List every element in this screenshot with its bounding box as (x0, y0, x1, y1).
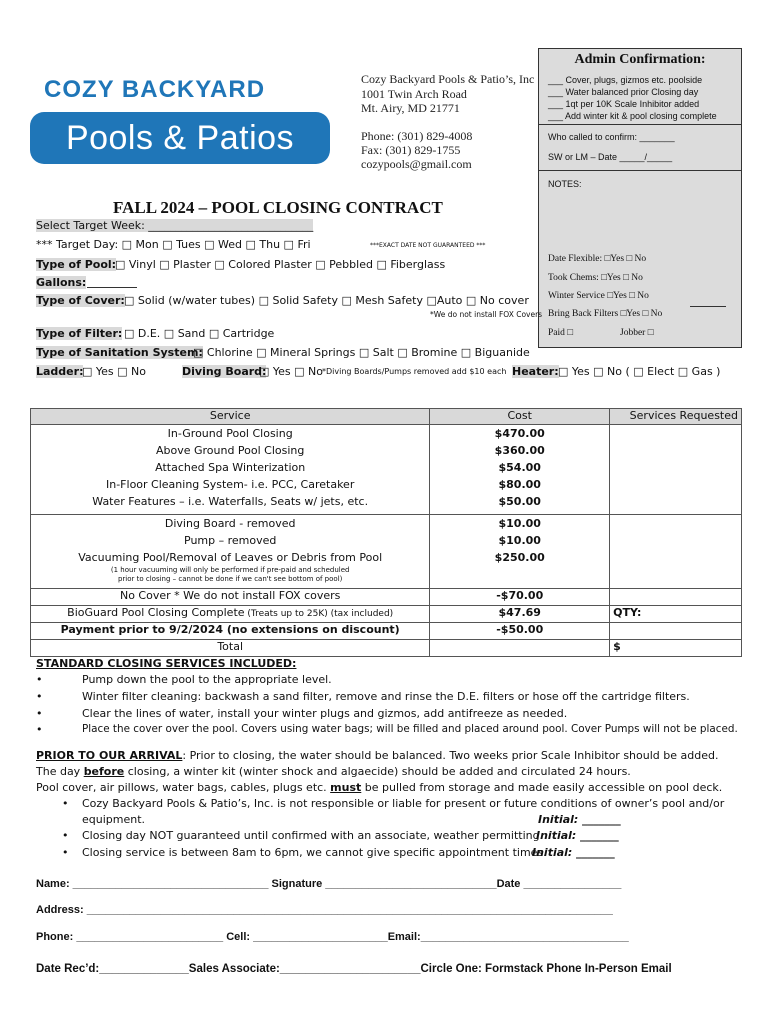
bullet-dot: • (36, 673, 43, 686)
cost-cell (430, 515, 610, 589)
admin-back-filters: Bring Back Filters □Yes □ No (548, 309, 663, 319)
heater-label: Heater: (512, 365, 559, 378)
admin-blank-line (690, 306, 726, 307)
prior-line-1 (36, 749, 718, 762)
service-name: Water Features – i.e. Waterfalls, Seats w/ jets, etc. (92, 495, 369, 508)
table-row (31, 623, 742, 640)
bullet-dot: • (62, 797, 69, 810)
prior-text: be pulled from storage and made easily accessible on pool deck. (361, 781, 723, 794)
bioguard-label: BioGuard Pool Closing Complete (67, 606, 245, 619)
logo-brand-line: COZY BACKYARD (44, 76, 266, 103)
total-label: Total (31, 640, 430, 657)
ladder-label: Ladder: (36, 365, 84, 378)
service-name: Attached Spa Winterization (155, 461, 306, 474)
prior-bullet-cont: equipment. (82, 813, 146, 826)
company-phone: Phone: (301) 829-4008 (361, 129, 473, 143)
gallons-input[interactable] (87, 287, 137, 288)
fox-row-cost: -$70.00 (430, 589, 610, 606)
phone-cell-email-line[interactable]: Phone: ________________________ Cell: ______________________Email:__________________________________ (36, 931, 629, 943)
service-name: Vacuuming Pool/Removal of Leaves or Debris from Pool (78, 551, 383, 564)
prior-text: : Prior to closing, the water should be balanced. Two weeks prior Scale Inhibitor should be added. (182, 749, 719, 762)
list-item: Winter filter cleaning: backwash a sand filter, remove and rinse the D.E. filters or hose off the cartridge filters. (82, 690, 690, 703)
prior-bullet: Closing day NOT guaranteed until confirmed with an associate, weather permitting. (82, 829, 544, 842)
admin-took-chems: Took Chems: □Yes □ No (548, 273, 643, 283)
admin-who-called: Who called to confirm: _______ (548, 132, 675, 142)
name-signature-date-line[interactable]: Name: ________________________________ Signature ____________________________Date ________________ (36, 878, 622, 890)
service-cell (31, 515, 430, 589)
services-requested-cell[interactable] (610, 515, 742, 589)
table-row (31, 589, 742, 606)
initial-field[interactable]: Initial: _______ (532, 846, 615, 859)
company-name: Cozy Backyard Pools & Patio’s, Inc (361, 72, 535, 86)
divider (538, 124, 742, 125)
service-cost: $10.00 (498, 517, 541, 530)
table-row (31, 425, 742, 515)
vacuum-note: (1 hour vacuuming will only be performed if pre-paid and scheduled (110, 566, 350, 574)
form-title: FALL 2024 – POOL CLOSING CONTRACT (113, 198, 443, 217)
diving-board-options[interactable]: □ Yes □ No (259, 365, 323, 378)
company-fax: Fax: (301) 829-1755 (361, 143, 461, 157)
service-name: Above Ground Pool Closing (155, 444, 305, 457)
table-row (31, 606, 742, 623)
bioguard-row-cost: $47.69 (430, 606, 610, 623)
fox-cover-note: *We do not install FOX Covers (430, 310, 543, 319)
address-line[interactable]: Address: ______________________________________________________________________________________ (36, 904, 613, 916)
list-item: Pump down the pool to the appropriate level. (82, 673, 332, 686)
target-day-options[interactable]: *** Target Day: □ Mon □ Tues □ Wed □ Thu □ Fri (36, 238, 311, 251)
sanitation-label: Type of Sanitation System: (36, 346, 203, 359)
admin-winter-service: Winter Service □Yes □ No (548, 291, 649, 301)
qty-cell[interactable]: QTY: (610, 606, 742, 623)
table-header-row (31, 409, 742, 425)
admin-date-flexible: Date Flexible: □Yes □ No (548, 254, 647, 264)
admin-sw-lm: SW or LM – Date _____/_____ (548, 152, 673, 162)
service-cost: $10.00 (498, 534, 541, 547)
service-name: Pump – removed (184, 534, 277, 547)
prior-text: The day (36, 765, 84, 778)
target-day-note: ***EXACT DATE NOT GUARANTEED *** (370, 242, 486, 249)
date-received-line[interactable]: Date Rec’d:______________Sales Associate:______________________Circle One: Formstack Phone In-Person Email (36, 963, 672, 975)
admin-item: ___ Add winter kit & pool closing complete (548, 111, 717, 121)
standard-services-heading: STANDARD CLOSING SERVICES INCLUDED: (36, 657, 297, 670)
services-requested-cell[interactable] (610, 623, 742, 640)
filter-type-label: Type of Filter: (36, 327, 123, 340)
admin-jobber: Jobber □ (620, 328, 654, 338)
header-service: Service (31, 409, 430, 425)
initial-field[interactable]: Initial: _______ (536, 829, 619, 842)
services-requested-cell[interactable] (610, 589, 742, 606)
prior-bullet: Cozy Backyard Pools & Patio’s, Inc. is not responsible or liable for present or future conditions of owner’s pool and/or (82, 797, 725, 810)
total-value[interactable]: $ (610, 640, 742, 657)
admin-title: Admin Confirmation: (574, 52, 706, 67)
bullet-dot: • (62, 829, 69, 842)
list-item: Clear the lines of water, install your winter plugs and gizmos, add antifreeze as needed. (82, 707, 568, 720)
service-cost: $470.00 (494, 427, 545, 440)
standard-services-heading-text: STANDARD CLOSING SERVICES INCLUDED (36, 657, 293, 670)
logo-banner (30, 112, 330, 164)
prior-bullet: Closing service is between 8am to 6pm, we cannot give specific appointment times. (82, 846, 547, 859)
prior-line-3 (36, 781, 722, 794)
service-name: In-Floor Cleaning System- i.e. PCC, Caretaker (106, 478, 355, 491)
prior-heading: PRIOR TO OUR ARRIVAL (36, 749, 183, 762)
admin-item: ___ Cover, plugs, gizmos etc. poolside (548, 75, 703, 85)
prior-emphasis: must (330, 781, 362, 794)
initial-field[interactable]: Initial: _______ (538, 813, 621, 826)
fox-row-label: No Cover * We do not install FOX covers (31, 589, 430, 606)
prior-line-2 (36, 765, 631, 778)
bullet-dot: • (36, 707, 43, 720)
cost-cell (430, 425, 610, 515)
diving-board-note: *Diving Boards/Pumps removed add $10 each (322, 367, 507, 376)
table-row (31, 640, 742, 657)
target-week-field[interactable]: Select Target Week: ______________________________ (36, 219, 314, 232)
service-name: In-Ground Pool Closing (167, 427, 293, 440)
list-item: Place the cover over the pool. Covers using water bags; will be filled and placed around pool. Cover Pumps will not be placed. (82, 723, 738, 735)
total-cost-cell (430, 640, 610, 657)
service-cost: $54.00 (498, 461, 541, 474)
divider (538, 170, 742, 171)
prior-emphasis: before (83, 765, 125, 778)
bullet-dot: • (36, 690, 43, 703)
company-address-1: 1001 Twin Arch Road (361, 87, 467, 101)
admin-item: ___ 1qt per 10K Scale Inhibitor added (548, 99, 700, 109)
bioguard-row-label (31, 606, 430, 623)
payment-row-label: Payment prior to 9/2/2024 (no extensions on discount) (31, 623, 430, 640)
vacuum-note: prior to closing – cannot be done if we can't see bottom of pool) (117, 575, 343, 583)
cover-type-label: Type of Cover: (36, 294, 125, 307)
service-cost: $250.00 (494, 551, 545, 564)
service-cost: $80.00 (498, 478, 541, 491)
services-requested-cell[interactable] (610, 425, 742, 515)
pool-type-label: Type of Pool: (36, 258, 117, 271)
bullet-dot: • (62, 846, 69, 859)
cover-type-options[interactable]: □ Solid (w/water tubes) □ Solid Safety □ Mesh Safety □Auto □ No cover (124, 294, 529, 307)
prior-text: closing, a winter kit (winter shock and algaecide) should be added and circulated 24 hours. (124, 765, 631, 778)
prior-text: Pool cover, air pillows, water bags, cables, plugs etc. (36, 781, 331, 794)
bullet-dot: • (36, 723, 43, 736)
admin-item: ___ Water balanced prior Closing day (548, 87, 699, 97)
admin-notes-label: NOTES: (548, 179, 582, 189)
payment-row-cost: -$50.00 (430, 623, 610, 640)
service-cost: $50.00 (498, 495, 541, 508)
pool-type-options[interactable]: □ Vinyl □ Plaster □ Colored Plaster □ Pebbled □ Fiberglass (115, 258, 446, 271)
admin-paid: Paid □ (548, 328, 574, 338)
sanitation-options[interactable]: □ Chlorine □ Mineral Springs □ Salt □ Bromine □ Biguanide (193, 346, 530, 359)
bioguard-note: (Treats up to 25K) (tax included) (244, 609, 394, 619)
services-table (30, 408, 742, 657)
ladder-options[interactable]: □ Yes □ No (82, 365, 146, 378)
company-email: cozypools@gmail.com (361, 157, 472, 171)
header-services-requested: Services Requested (610, 409, 742, 425)
logo-banner-text: Pools & Patios (65, 118, 295, 157)
table-row (31, 515, 742, 589)
company-address-2: Mt. Airy, MD 21771 (361, 101, 460, 115)
diving-board-label: Diving Board: (182, 365, 267, 378)
service-cell (31, 425, 430, 515)
filter-type-options[interactable]: □ D.E. □ Sand □ Cartridge (124, 327, 275, 340)
heater-options[interactable]: □ Yes □ No ( □ Elect □ Gas ) (558, 365, 721, 378)
service-name: Diving Board - removed (164, 517, 296, 530)
service-cost: $360.00 (494, 444, 545, 457)
gallons-label: Gallons: (36, 276, 87, 289)
header-cost: Cost (430, 409, 610, 425)
